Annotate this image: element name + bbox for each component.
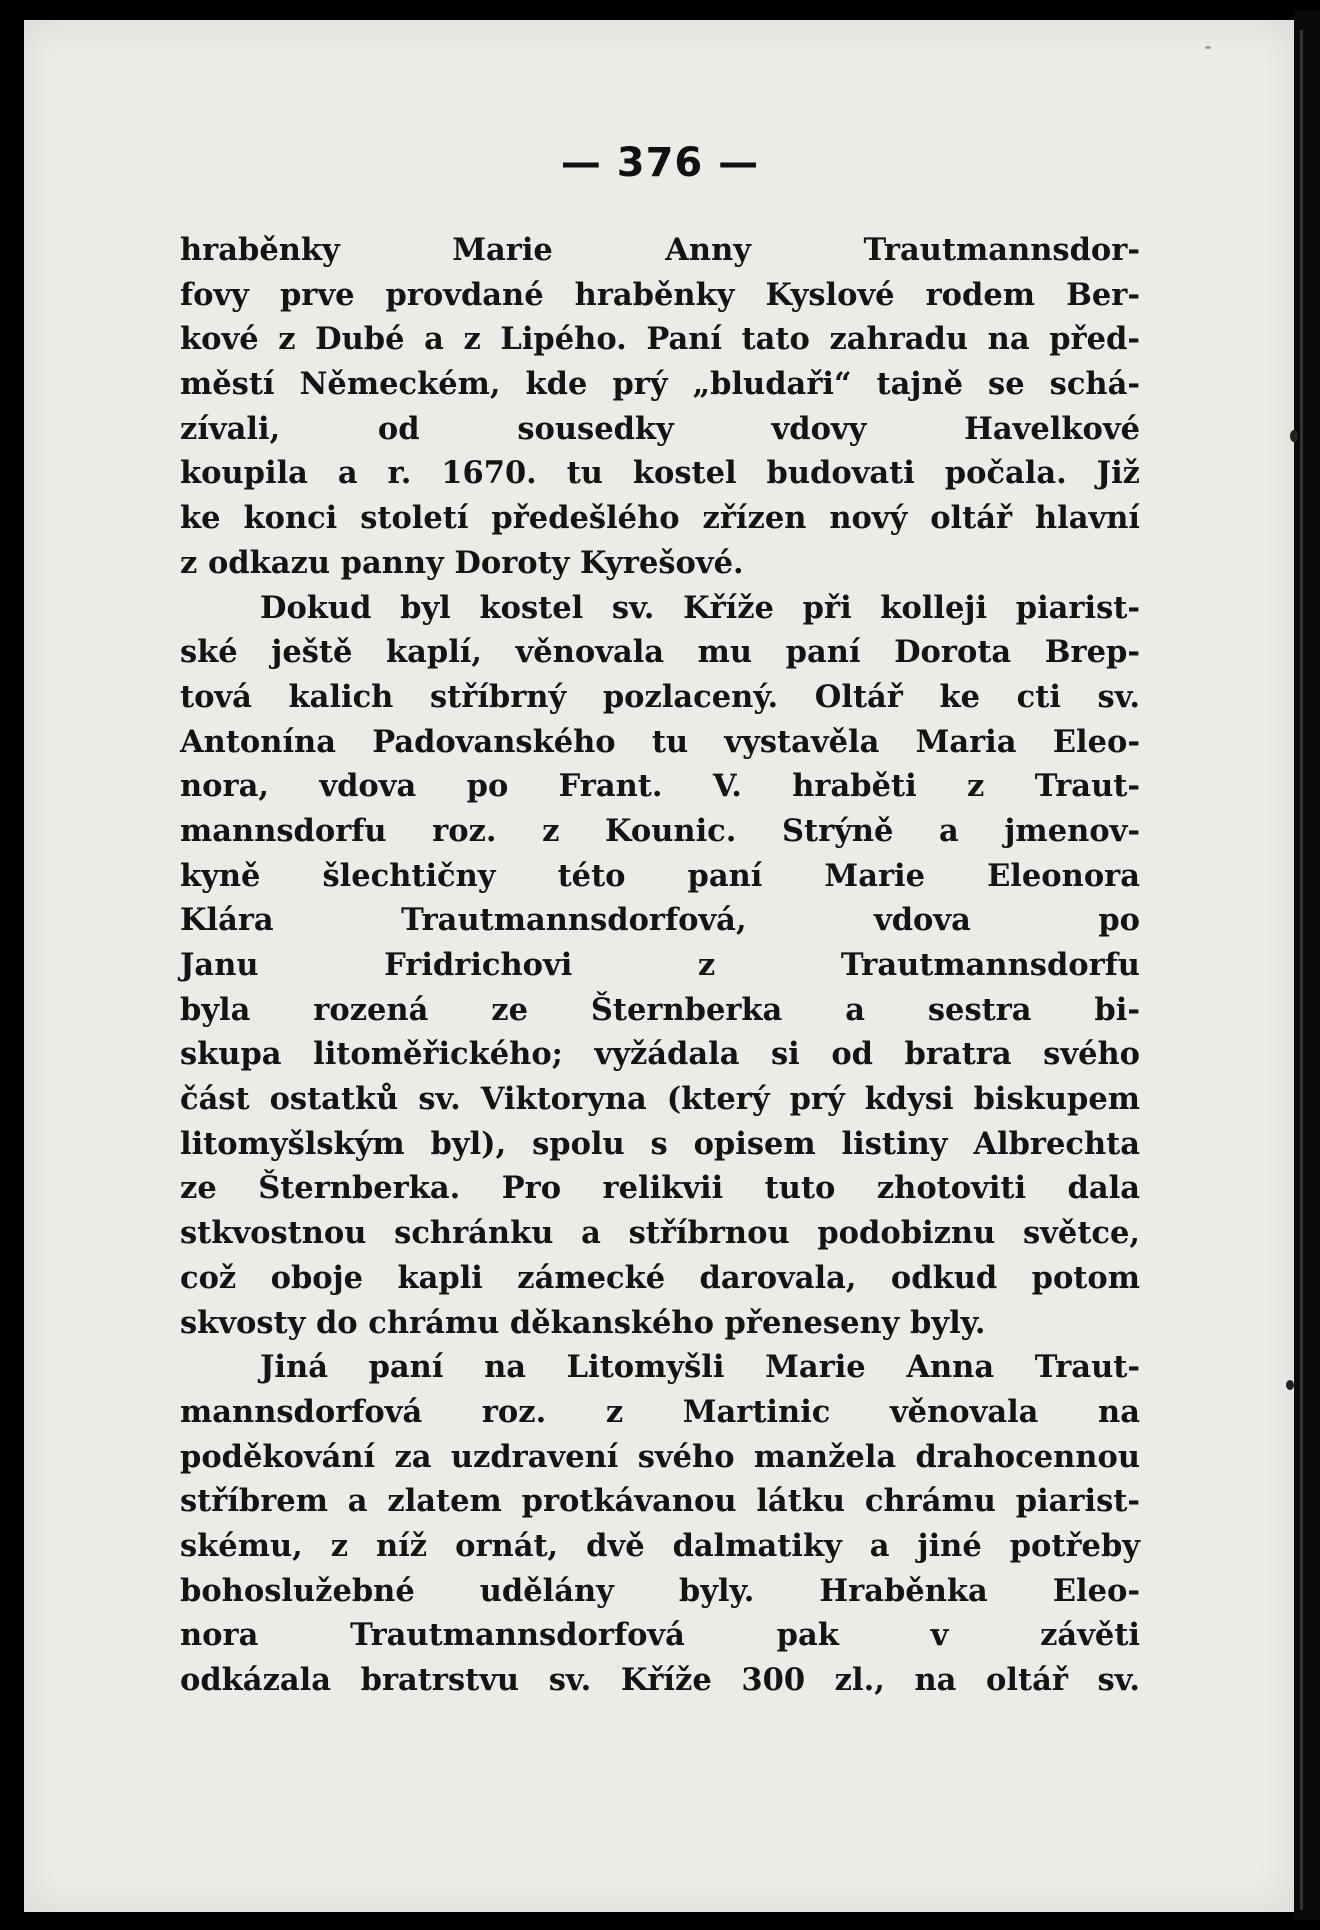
text-line: kyně šlechtičny této paní Marie Eleonora [180, 857, 1140, 894]
text-line: ze Šternberka. Pro relikvii tuto zhotoviti dala [180, 1170, 1140, 1207]
spine-edge-line [1300, 30, 1303, 1910]
text-line: Antonína Padovanského tu vystavěla Maria Eleo- [180, 723, 1140, 760]
text-line: stkvostnou schránku a stříbrnou podobiznu světce, [180, 1215, 1140, 1252]
paper-speck [1205, 46, 1211, 49]
text-line: z odkazu panny Doroty Kyrešové. [180, 544, 744, 581]
body-text [180, 228, 1140, 1703]
text-line: část ostatků sv. Viktoryna (který prý kdysi biskupem [180, 1081, 1140, 1118]
text-line: hraběnky Marie Anny Trautmannsdor- [180, 232, 1140, 268]
text-line: poděkování za uzdravení svého manžela drahocennou [180, 1438, 1140, 1475]
text-line: fovy prve provdané hraběnky Kyslové rodem Ber- [180, 276, 1140, 313]
page-number: — 376 — [560, 140, 760, 186]
text-line: stříbrem a zlatem protkávanou látku chrámu piarist- [180, 1483, 1140, 1520]
text-line: bohoslužebné udělány byly. Hraběnka Eleo- [180, 1572, 1140, 1609]
text-line: ské ještě kaplí, věnovala mu paní Dorota Brep- [180, 634, 1140, 671]
text-line: skupa litoměřického; vyžádala si od bratra svého [180, 1036, 1140, 1073]
text-line: nora, vdova po Frant. V. hraběti z Traut- [180, 768, 1140, 805]
text-line: zívali, od sousedky vdovy Havelkové [180, 410, 1140, 447]
text-line: kové z Dubé a z Lipého. Paní tato zahradu na před- [180, 321, 1140, 358]
paper-speck [1290, 430, 1298, 442]
text-line: skvosty do chrámu děkanského přeneseny byly. [180, 1304, 986, 1341]
text-line: Dokud byl kostel sv. Kříže při kolleji piarist- [260, 589, 1140, 626]
text-line: Jiná paní na Litomyšli Marie Anna Traut- [260, 1349, 1140, 1386]
text-line: mannsdorfová roz. z Martinic věnovala na [180, 1393, 1140, 1430]
text-line: byla rozená ze Šternberka a sestra bi- [180, 991, 1140, 1028]
text-line: tová kalich stříbrný pozlacený. Oltář ke cti sv. [180, 678, 1140, 715]
text-line: odkázala bratrstvu sv. Kříže 300 zl., na oltář sv. [180, 1662, 1140, 1698]
text-line: koupila a r. 1670. tu kostel budovati počala. Již [180, 455, 1140, 492]
text-line: což oboje kapli zámecké darovala, odkud potom [180, 1259, 1140, 1296]
text-line: Janu Fridrichovi z Trautmannsdorfu [180, 947, 1140, 983]
text-line: skému, z níž ornát, dvě dalmatiky a jiné potřeby [180, 1527, 1140, 1564]
text-line: ke konci století předešlého zřízen nový oltář hlavní [180, 500, 1140, 537]
book-spine-edge [1294, 10, 1320, 1920]
text-line: mannsdorfu roz. z Kounic. Strýně a jmenov- [180, 812, 1140, 849]
text-line: městí Německém, kde prý „bludaři“ tajně se schá- [180, 366, 1140, 403]
text-line: litomyšlským byl), spolu s opisem listiny Albrechta [180, 1125, 1140, 1162]
paper-speck [1286, 1380, 1294, 1390]
text-line: Klára Trautmannsdorfová, vdova po [180, 902, 1140, 939]
text-line: nora Trautmannsdorfová pak v závěti [180, 1617, 1140, 1654]
